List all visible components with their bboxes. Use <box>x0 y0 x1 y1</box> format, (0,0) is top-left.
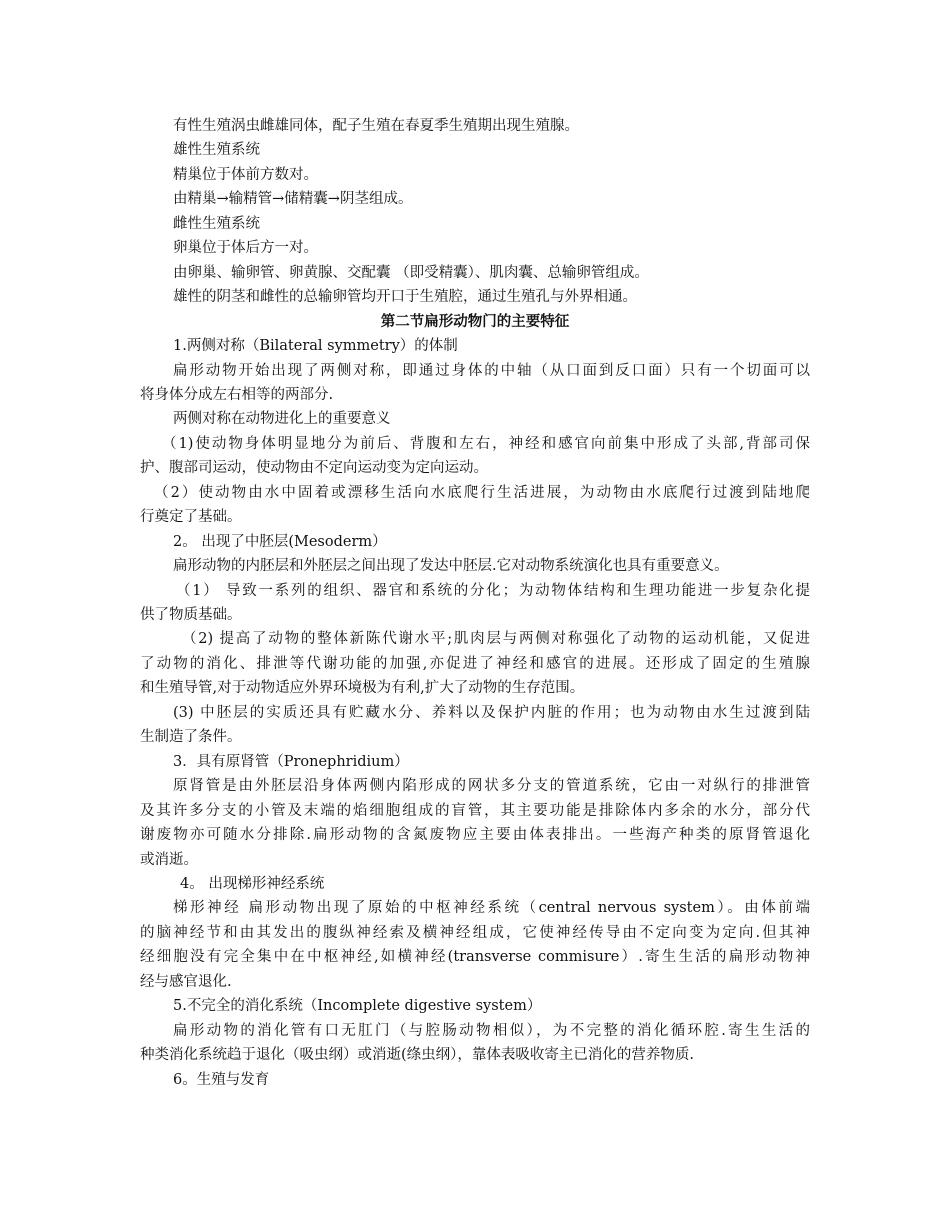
text-line: 雄性生殖系统 <box>173 142 260 159</box>
text-line: 有性生殖涡虫雌雄同体，配子生殖在春夏季生殖期出现生殖腺。 <box>173 118 579 134</box>
text-line: 扁形动物的消化管有口无肛门（与腔肠动物相似），为不完整的消化循环腔.寄生生活的 <box>173 1022 810 1039</box>
text-line: 精巢位于体前方数对。 <box>173 166 318 183</box>
text-line: 扁形动物开始出现了两侧对称，即通过身体的中轴（从口面到反口面）只有一个切面可以 <box>173 362 810 379</box>
text-line: (3) 中胚层的实质还具有贮藏水分、养料以及保护内脏的作用；也为动物由水生过渡到陆 <box>173 704 810 721</box>
text-line: 或消逝。 <box>140 851 198 868</box>
text-line: （2）使动物由水中固着或漂移生活向水底爬行生活进展，为动物由水底爬行过渡到陆地爬 <box>154 484 810 501</box>
text-line: 4。 出现梯形神经系统 <box>180 875 325 892</box>
section-heading: 第二节扁形动物门的主要特征 <box>380 312 570 330</box>
text-line: 卵巢位于体后方一对。 <box>173 240 318 257</box>
text-line: 雄性的阴茎和雌性的总输卵管均开口于生殖腔，通过生殖孔与外界相通。 <box>173 289 637 306</box>
text-line: 由卵巢、输卵管、卵黄腺、交配囊 （即受精囊）、肌肉囊、总输卵管组成。 <box>173 264 649 281</box>
text-line: 梯形神经 扁形动物出现了原始的中枢神经系统（central nervous system）。由体前端 <box>173 900 810 917</box>
text-line: 经细胞没有完全集中在中枢神经,如横神经(transverse commisure）.寄生生活的扁形动物神 <box>140 949 810 966</box>
text-line: （1)使动物身体明显地分为前后、背腹和左右，神经和感官向前集中形成了头部,背部司保 <box>162 435 810 452</box>
text-line: 将身体分成左右相等的两部分. <box>140 386 334 403</box>
text-line: 供了物质基础。 <box>140 607 242 623</box>
text-line: 3．具有原肾管（Pronephridium） <box>173 753 409 770</box>
text-line: 护、腹部司运动，使动物由不定向运动变为定向运动。 <box>140 460 488 477</box>
text-line: 雌性生殖系统 <box>173 215 260 232</box>
text-line: 经与感官退化. <box>140 973 232 990</box>
text-line: 原肾管是由外胚层沿身体两侧内陷形成的网状多分支的管道系统，它由一对纵行的排泄管 <box>173 778 810 795</box>
text-line: （1） 导致一系列的组织、器官和系统的分化；为动物体结构和生理功能进一步复杂化提 <box>176 582 810 599</box>
text-line: 种类消化系统趋于退化（吸虫纲）或消逝(绦虫纲），靠体表吸收寄主已消化的营养物质. <box>140 1047 695 1064</box>
text-line: 5.不完全的消化系统（Incomplete digestive system） <box>173 998 542 1015</box>
text-line: 行奠定了基础。 <box>140 509 242 526</box>
text-line: 6。生殖与发育 <box>173 1071 270 1088</box>
text-line: 扁形动物的内胚层和外胚层之间出现了发达中胚层.它对动物系统演化也具有重要意义。 <box>173 558 729 575</box>
text-line: 和生殖导管,对于动物适应外界环境极为有利,扩大了动物的生存范围。 <box>140 680 585 697</box>
text-line: 1.两侧对称（Bilateral symmetry）的体制 <box>173 338 458 355</box>
text-line: （2) 提高了动物的整体新陈代谢水平;肌肉层与两侧对称强化了动物的运动机能，又促进 <box>182 631 810 648</box>
text-line: 了动物的消化、排泄等代谢功能的加强,亦促进了神经和感官的进展。还形成了固定的生殖腺 <box>140 655 810 672</box>
text-line: 由精巢→输精管→储精囊→阴茎组成。 <box>173 191 413 208</box>
text-line: 的脑神经节和由其发出的腹纵神经索及横神经组成，它使神经传导由不定向变为定向.但其神 <box>140 924 810 941</box>
text-line: 及其许多分支的小管及末端的焰细胞组成的盲管，其主要功能是排除体内多余的水分，部分代 <box>140 802 810 819</box>
text-line: 两侧对称在动物进化上的重要意义 <box>173 411 391 428</box>
text-line: 谢废物亦可随水分排除.扁形动物的含氮废物应主要由体表排出。一些海产种类的原肾管退化 <box>140 827 810 844</box>
text-line: 生制造了条件。 <box>140 729 242 746</box>
text-line: 2。 出现了中胚层(Mesoderm） <box>173 533 387 550</box>
